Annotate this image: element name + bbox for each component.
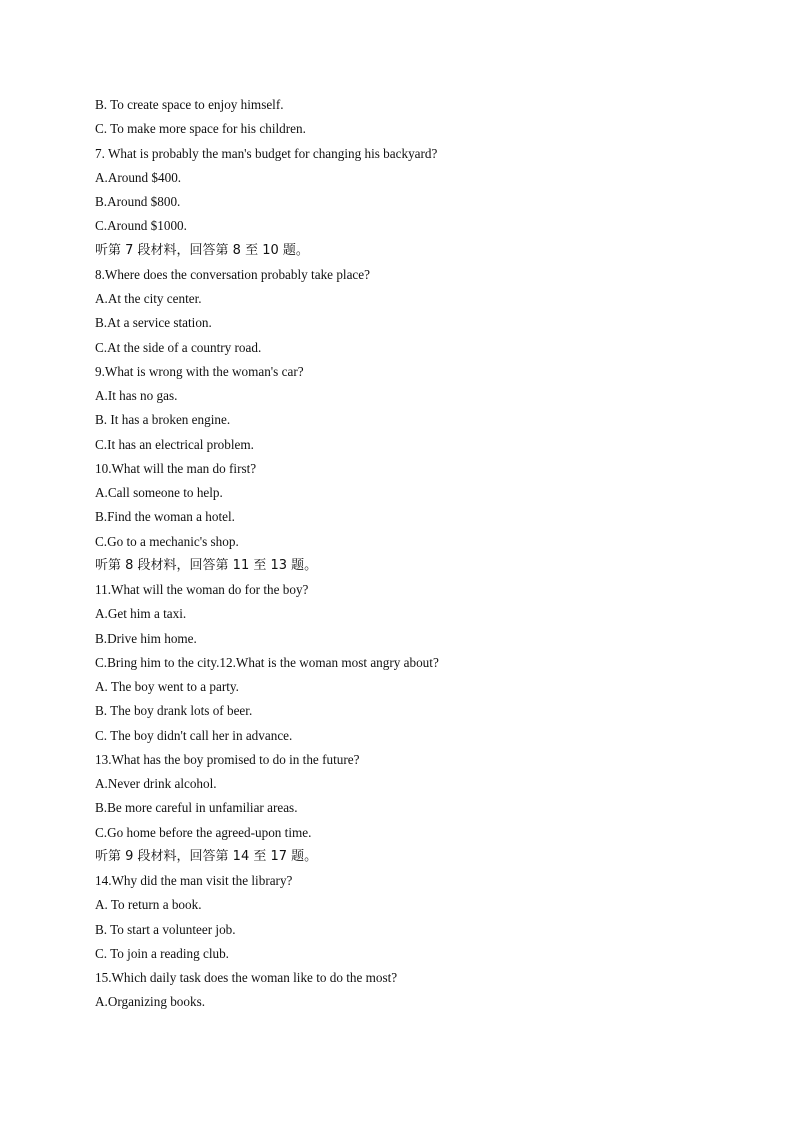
answer-option: C.It has an electrical problem. — [95, 436, 254, 452]
answer-option: B.Drive him home. — [95, 630, 197, 646]
answer-option: B. It has a broken engine. — [95, 412, 231, 428]
question-text: 7. What is probably the man's budget for changing his backyard? — [95, 145, 438, 161]
answer-option: C. To join a reading club. — [95, 945, 229, 961]
question-text: 9.What is wrong with the woman's car? — [95, 363, 304, 379]
answer-option: B.Find the woman a hotel. — [95, 509, 235, 525]
document-body — [95, 93, 715, 1015]
answer-option: C.At the side of a country road. — [95, 339, 262, 355]
answer-option: A.Get him a taxi. — [95, 606, 187, 622]
section-heading: 听第 7 段材料，回答第 8 至 10 题。 — [95, 242, 309, 258]
answer-option: B. To create space to enjoy himself. — [95, 97, 284, 112]
question-text: 14.Why did the man visit the library? — [95, 873, 293, 888]
question-text: 11.What will the woman do for the boy? — [95, 582, 309, 597]
answer-option: A.At the city center. — [95, 291, 202, 306]
answer-option: A. The boy went to a party. — [95, 679, 239, 694]
answer-option: B. To start a volunteer job. — [95, 921, 236, 937]
question-text: 13.What has the boy promised to do in the future? — [95, 751, 360, 767]
answer-option: C. The boy didn't call her in advance. — [95, 727, 293, 743]
answer-option: B. The boy drank lots of beer. — [95, 703, 253, 719]
answer-option: B.At a service station. — [95, 315, 212, 331]
answer-option: C.Bring him to the city.12.What is the woman most angry about? — [95, 654, 439, 670]
answer-option: C.Around $1000. — [95, 218, 187, 234]
answer-option: A.Organizing books. — [95, 994, 206, 1010]
answer-option: C.Go home before the agreed-upon time. — [95, 824, 312, 840]
answer-option: A.Around $400. — [95, 169, 182, 185]
question-text: 15.Which daily task does the woman like to do the most? — [95, 970, 398, 985]
answer-option: B.Around $800. — [95, 194, 181, 209]
answer-option: A.It has no gas. — [95, 388, 178, 403]
section-heading: 听第 8 段材料，回答第 11 至 13 题。 — [95, 557, 318, 573]
answer-option: A. To return a book. — [95, 897, 202, 913]
question-text: 10.What will the man do first? — [95, 460, 257, 476]
answer-option: C.Go to a mechanic's shop. — [95, 533, 239, 549]
section-heading: 听第 9 段材料，回答第 14 至 17 题。 — [95, 848, 318, 864]
question-text: 8.Where does the conversation probably take place? — [95, 266, 370, 282]
answer-option: C. To make more space for his children. — [95, 121, 306, 137]
answer-option: A.Call someone to help. — [95, 485, 223, 500]
answer-option: A.Never drink alcohol. — [95, 776, 217, 791]
answer-option: B.Be more careful in unfamiliar areas. — [95, 800, 298, 816]
